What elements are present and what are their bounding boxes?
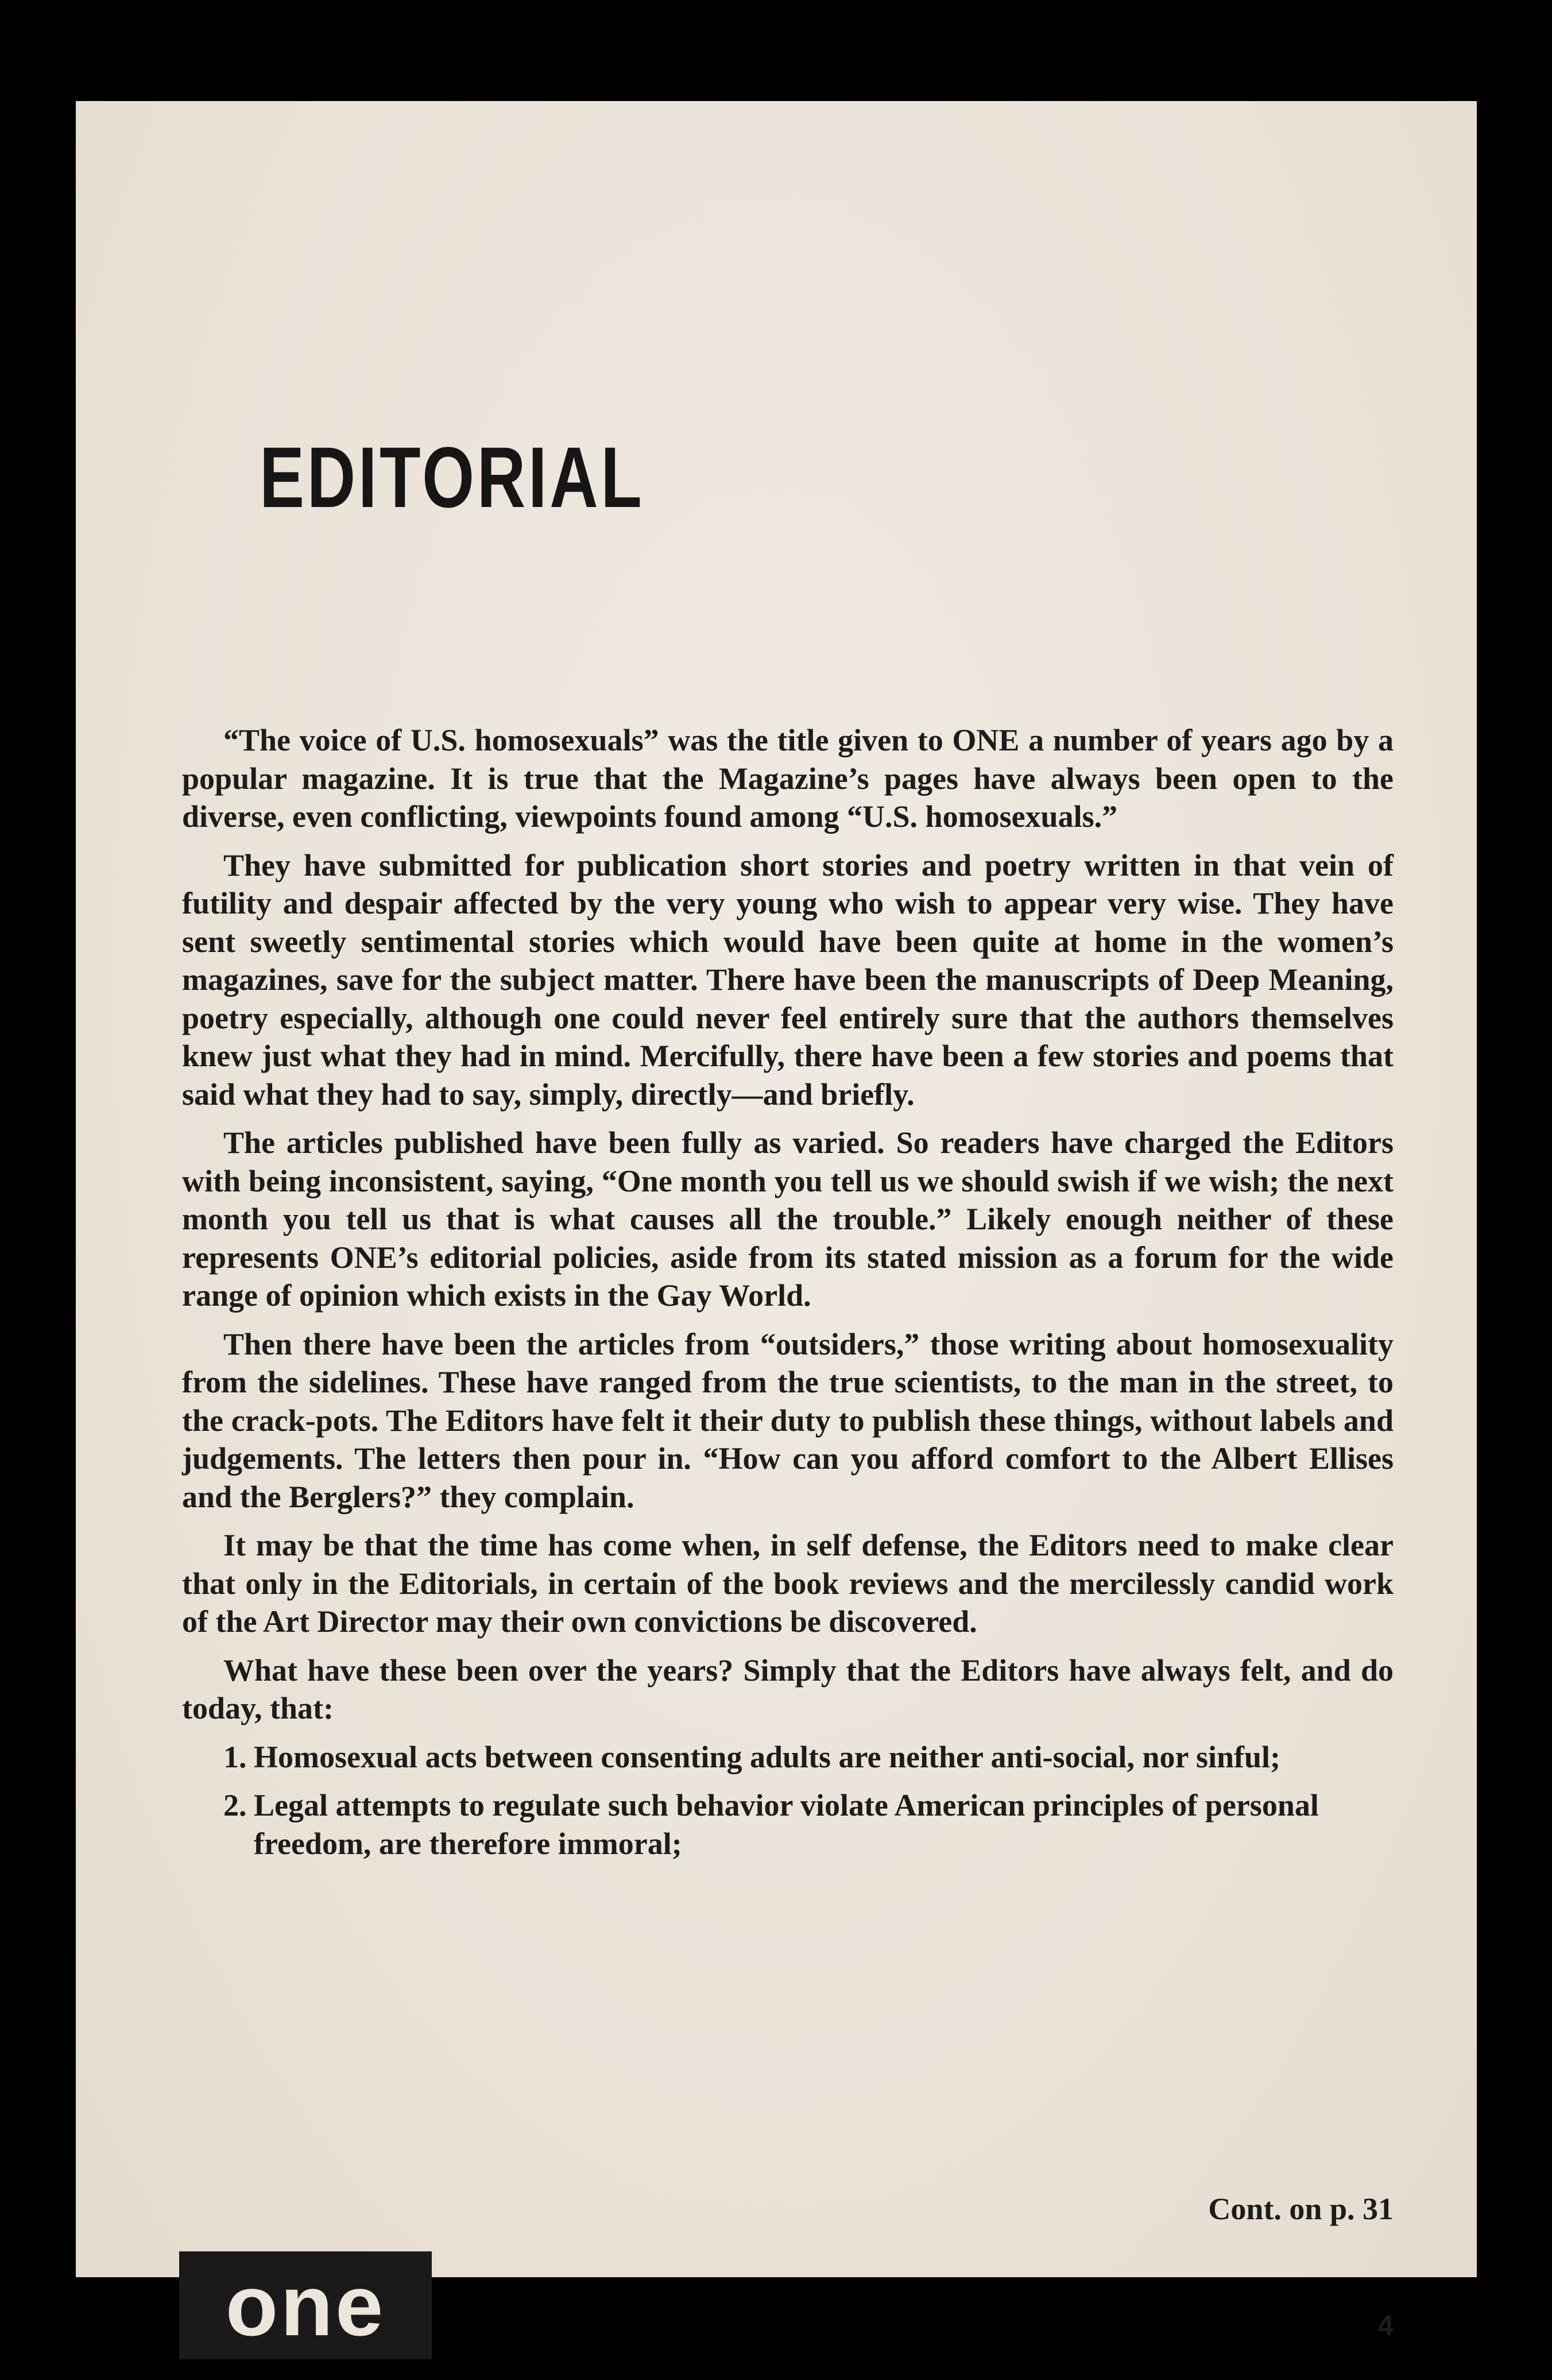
list-item — [182, 1786, 1394, 1863]
paragraph: It may be that the time has come when, in self defense, the Editors need to make clear that only in the Editorials, in certain of the book reviews and the mercilessly candid work of the Art Director may their own convictions be discovered. — [182, 1528, 1394, 1639]
paragraph: They have submitted for publication short stories and poetry written in that vein of futility and despair affected by the very young who wish to appear very wise. They have sent sweetly sentimental stories which would have been quite at home in the women’s magazines, save for the subject matter. There have been the manuscripts of Deep Meaning, poetry especially, although one could never feel entirely sure that the authors themselves knew just what they had in mind. Mercifully, there have been a few stories and poems that said what they had to say, simply, directly—and briefly. — [182, 847, 1394, 1112]
page-number: 4 — [1377, 2309, 1394, 2342]
paragraph: What have these been over the years? Simply that the Editors have always felt, and do today, that: — [182, 1653, 1394, 1725]
editorial-body — [182, 721, 1394, 1873]
page-title: EDITORIAL — [260, 429, 645, 525]
list-item — [182, 1738, 1394, 1777]
continued-note: Cont. on p. 31 — [1208, 2192, 1394, 2226]
list-text: Legal attempts to regulate such behavior violate American principles of personal freedom, are therefore immoral; — [254, 1788, 1319, 1861]
magazine-page — [76, 101, 1477, 2354]
paragraph: The articles published have been fully as varied. So readers have charged the Editors with being inconsistent, saying, “One month you tell us we should swish if we wish; the next month you tell us that is what causes all the trouble.” Likely enough neither of these represents ONE’s editorial policies, aside from its stated mission as a forum for the wide range of opinion which exists in the Gay World. — [182, 1125, 1394, 1313]
one-magazine-logo: one — [179, 2251, 432, 2359]
list-text: Homosexual acts between consenting adults are neither anti-social, nor sinful; — [254, 1739, 1281, 1774]
list-number: 1. — [223, 1739, 247, 1774]
tenets-list — [182, 1738, 1394, 1863]
paragraph: Then there have been the articles from “outsiders,” those writing about homosexuality from the sidelines. These have ranged from the true scientists, to the man in the street, to the crack-pots. The Editors have felt it their duty to publish these things, without labels and judgements. The letters then pour in. “How can you afford comfort to the Albert Ellises and the Berglers?” they complain. — [182, 1326, 1394, 1514]
list-number: 2. — [223, 1788, 247, 1822]
paragraph: “The voice of U.S. homosexuals” was the title given to ONE a number of years ago by a popular magazine. It is true that the Magazine’s pages have always been open to the diverse, even conflicting, viewpoints found among “U.S. homosexuals.” — [182, 723, 1394, 834]
